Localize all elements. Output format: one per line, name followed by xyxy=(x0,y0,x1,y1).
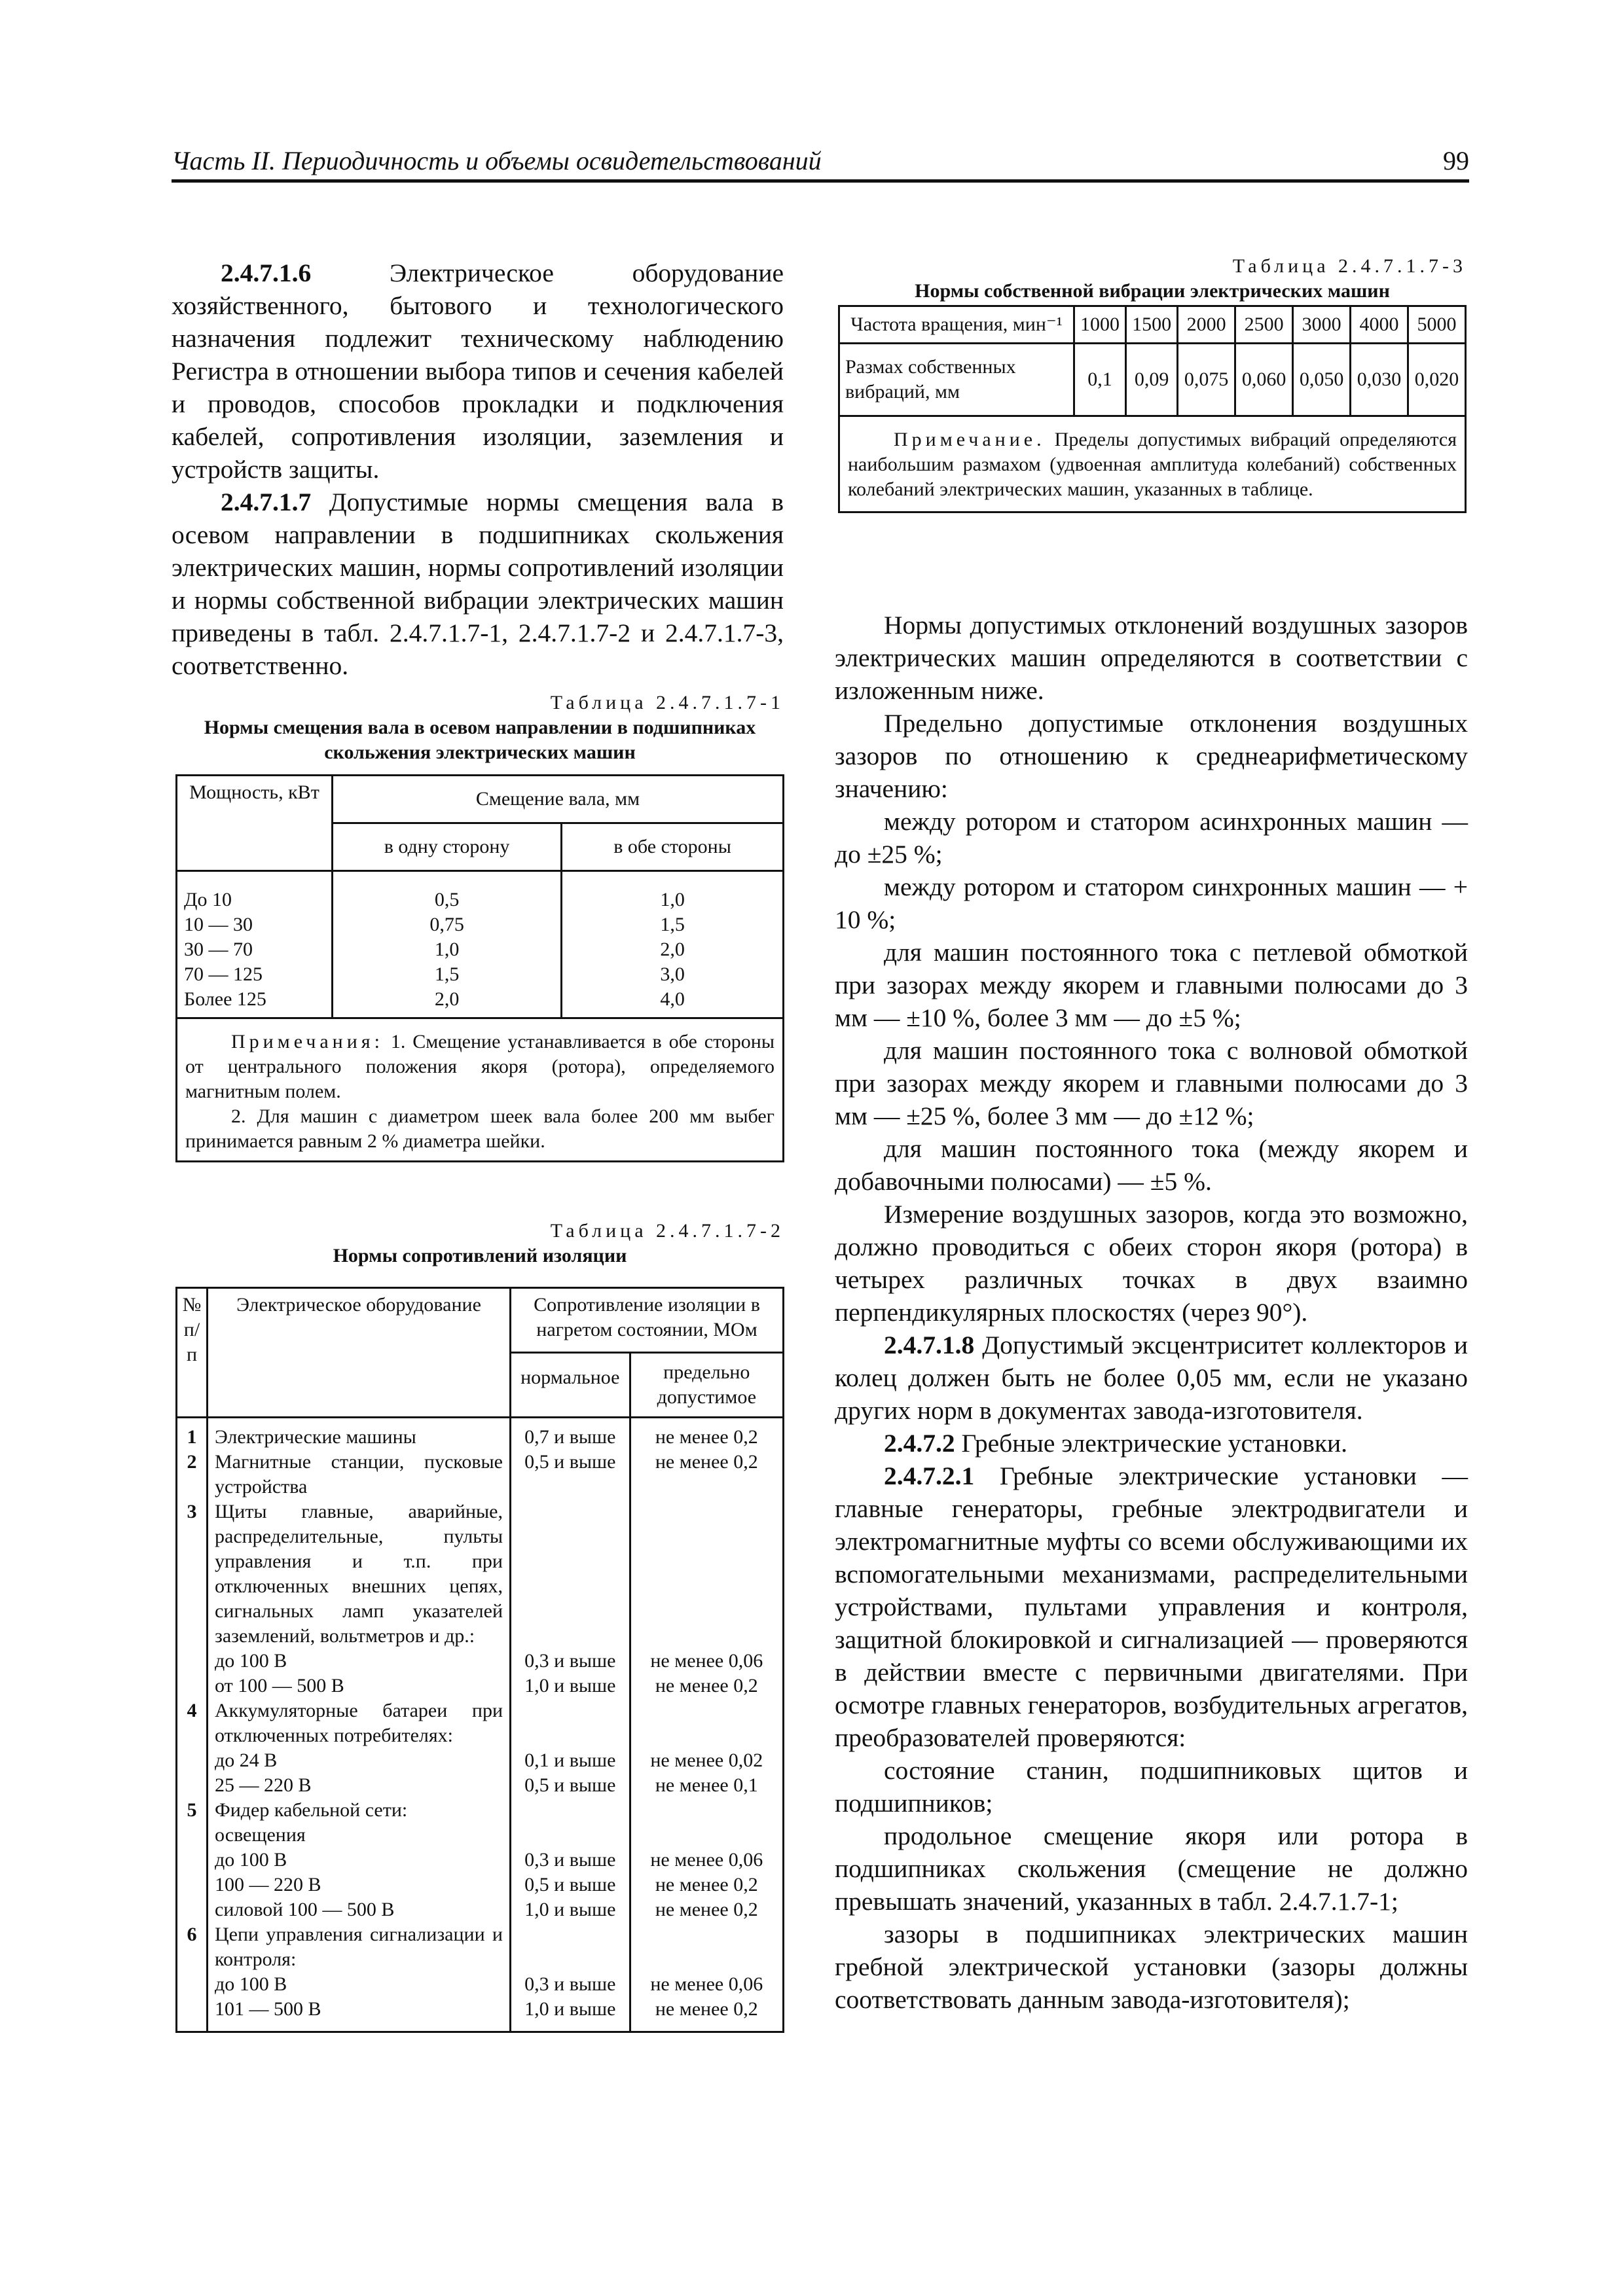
note-label: Примечания: xyxy=(231,1031,384,1052)
paragraph: Измерение воздушных зазоров, когда это возможно, должно проводиться с обеих сторон якоря (ротора) в четырех различных точках в двух взаимно перпендикулярных плоскостях (через 90°). xyxy=(835,1200,1468,1327)
paragraph: продольное смещение якоря или ротора в подшипниках скольжения (смещение не должно превышать значений, указанных в табл. 2.4.7.1.7-1; xyxy=(835,1821,1468,1916)
paragraph: Предельно допустимые отклонения воздушных зазоров по отношению к среднеарифметическому значению: xyxy=(835,709,1468,803)
table-title: Нормы собственной вибрации электрических машин xyxy=(915,280,1390,302)
equipment-column: Электрические машины Магнитные станции, пусковые устройства Щиты главные, аварийные, распределительные, пульты управления и т.п. при отключенных внешних цепях, сигнальных ламп указателей заземлений, вольтметров и др.: до 100 В от 100 — 500 В Аккумуляторные батареи при отключенных потребителях: до 24 В 25 — 220 В Фидер кабельной сети: освещения до 100 В 100 — 220 В силовой 100 — 500 В Цепи управления сигнализации и контроля: до 100 В 101 — 500 В xyxy=(208,1418,511,2032)
paragraph: состояние станин, подшипниковых щитов и подшипников; xyxy=(835,1756,1468,1818)
paragraph-2-4-7-1-8: 2.4.7.1.8 Допустимый эксцентриситет коллекторов и колец должен быть не более 0,05 мм, если не указано других норм в документах завода-изготовителя. xyxy=(835,1331,1468,1425)
amplitude-value: 0,050 xyxy=(1293,344,1351,416)
header-normal: нормальное xyxy=(511,1353,630,1418)
amplitude-value: 0,09 xyxy=(1126,344,1178,416)
paragraph-2-4-7-2: 2.4.7.2 Гребные электрические установки. xyxy=(884,1429,1348,1458)
frequency-value: 2500 xyxy=(1235,306,1293,344)
paragraph: между ротором и статором синхронных машин — + 10 %; xyxy=(835,872,1468,934)
section-number: 2.4.7.1.7 xyxy=(221,488,312,516)
note-label: Примечание. xyxy=(894,429,1046,450)
header-number: № п/п xyxy=(177,1288,208,1418)
section-number: 2.4.7.2 xyxy=(884,1429,955,1458)
table-caption: Таблица 2.4.7.1.7-3 xyxy=(1232,255,1467,277)
frequency-value: 3000 xyxy=(1293,306,1351,344)
header-limit: предельно допустимое xyxy=(630,1353,783,1418)
table-3-block xyxy=(838,254,1467,513)
header-amplitude: Размах собственных вибраций, мм xyxy=(839,344,1074,416)
shaft-shift-table xyxy=(175,774,784,1162)
insulation-table xyxy=(175,1287,784,2033)
vibration-table xyxy=(838,305,1467,513)
table-caption: Таблица 2.4.7.1.7-2 xyxy=(550,1220,784,1242)
header-power: Мощность, кВт xyxy=(177,776,333,871)
table-note: Примечание. Пределы допустимых вибраций определяются наибольшим размахом (удвоенная амплитуда колебаний) собственных колебаний электрических машин, указанных в таблице. xyxy=(839,416,1466,512)
running-header xyxy=(172,143,1469,183)
limit-column: не менее 0,2 не менее 0,2 не менее 0,06 не менее 0,2 не менее 0,02 не менее 0,1 не менее 0,06 не менее 0,2 не менее 0,2 не менее 0,06 не менее 0,2 xyxy=(630,1418,783,2032)
header-frequency: Частота вращения, мин⁻¹ xyxy=(839,306,1074,344)
header-both-sides: в обе стороны xyxy=(562,823,784,871)
paragraph: для машин постоянного тока с волновой обмоткой при зазорах между якорем и главными полюсами до 3 мм — ±25 %, более 3 мм — до ±12 %; xyxy=(835,1036,1468,1130)
paragraph: между ротором и статором асинхронных машин — до ±25 %; xyxy=(835,807,1468,869)
header-resistance: Сопротивление изоляции в нагретом состоянии, МОм xyxy=(511,1288,784,1353)
header-shift: Смещение вала, мм xyxy=(333,776,784,823)
section-number: 2.4.7.1.6 xyxy=(221,259,312,287)
table-2-block xyxy=(175,1219,784,2033)
one-side-cell: 0,5 0,75 1,0 1,5 2,0 xyxy=(333,871,562,1018)
table-title: Нормы смещения вала в осевом направлении в подшипниках скольжения электрических машин xyxy=(204,717,756,763)
frequency-value: 5000 xyxy=(1408,306,1466,344)
paragraph-2-4-7-1-6: 2.4.7.1.6 Электрическое оборудование хозяйственного, бытового и технологического назначения подлежит техническому наблюдению Регистра в отношении выбора типов и сечения кабелей и проводов, способов прокладки и подключения кабелей, сопротивления изоляции, заземления и устройств защиты. xyxy=(172,259,784,484)
paragraph: для машин постоянного тока (между якорем и добавочными полюсами) — ±5 %. xyxy=(835,1134,1468,1196)
frequency-value: 1500 xyxy=(1126,306,1178,344)
frequency-value: 4000 xyxy=(1351,306,1408,344)
paragraph: Нормы допустимых отклонений воздушных зазоров электрических машин определяются в соответствии с изложенным ниже. xyxy=(835,611,1468,705)
paragraph: для машин постоянного тока с петлевой обмоткой при зазорах между якорем и главными полюсами до 3 мм — ±10 %, более 3 мм — до ±5 %; xyxy=(835,938,1468,1032)
section-number: 2.4.7.1.8 xyxy=(884,1331,975,1359)
header-equipment: Электрическое оборудование xyxy=(208,1288,511,1418)
amplitude-value: 0,020 xyxy=(1408,344,1466,416)
header-title: Часть II. Периодичность и объемы освидетельствований xyxy=(172,146,822,175)
normal-column: 0,7 и выше 0,5 и выше 0,3 и выше 1,0 и выше 0,1 и выше 0,5 и выше 0,3 и выше 0,5 и выше 1,0 и выше 0,3 и выше 1,0 и выше xyxy=(511,1418,630,2032)
section-number: 2.4.7.2.1 xyxy=(884,1462,975,1490)
page-number: 99 xyxy=(1443,146,1469,175)
paragraph-2-4-7-2-1: 2.4.7.2.1 Гребные электрические установки — главные генераторы, гребные электродвигатели и электромагнитные муфты со всеми обслуживающими их вспомогательными механизмами, распределительными устройствами, пультами управления и контроля, защитной блокировкой и сигнализацией — проверяются в действии вместе с первичными двигателями. При осмотре главных генераторов, возбудительных агрегатов, преобразователей проверяются: xyxy=(835,1462,1468,1752)
amplitude-value: 0,075 xyxy=(1178,344,1235,416)
amplitude-value: 0,030 xyxy=(1351,344,1408,416)
frequency-value: 2000 xyxy=(1178,306,1235,344)
right-column-text xyxy=(835,609,1468,2016)
table-title: Нормы сопротивлений изоляции xyxy=(333,1245,627,1266)
amplitude-value: 0,1 xyxy=(1074,344,1126,416)
table-caption: Таблица 2.4.7.1.7-1 xyxy=(550,692,784,713)
table-note: Примечания: 1. Смещение устанавливается в обе стороны от центрального положения якоря (ротора), определяемого магнитным полем. 2. Для машин с диаметром шеек вала более 200 мм выбег принимается равным 2 % диаметра шейки. xyxy=(177,1018,784,1162)
frequency-value: 1000 xyxy=(1074,306,1126,344)
table-1-block xyxy=(175,691,784,1162)
power-cell: До 10 10 — 30 30 — 70 70 — 125 Более 125 xyxy=(177,871,333,1018)
left-column-text xyxy=(172,257,784,682)
paragraph-2-4-7-1-7: 2.4.7.1.7 Допустимые нормы смещения вала в осевом направлении в подшипниках скольжения электрических машин, нормы сопротивлений изоляции и нормы собственной вибрации электрических машин приведены в табл. 2.4.7.1.7-1, 2.4.7.1.7-2 и 2.4.7.1.7-3, соответственно. xyxy=(172,488,784,680)
amplitude-value: 0,060 xyxy=(1235,344,1293,416)
paragraph: зазоры в подшипниках электрических машин гребной электрической установки (зазоры должны соответствовать данным завода-изготовителя); xyxy=(835,1920,1468,2014)
number-column: 1 2 3 4 5 6 xyxy=(177,1418,208,2032)
header-one-side: в одну сторону xyxy=(333,823,562,871)
both-sides-cell: 1,0 1,5 2,0 3,0 4,0 xyxy=(562,871,784,1018)
